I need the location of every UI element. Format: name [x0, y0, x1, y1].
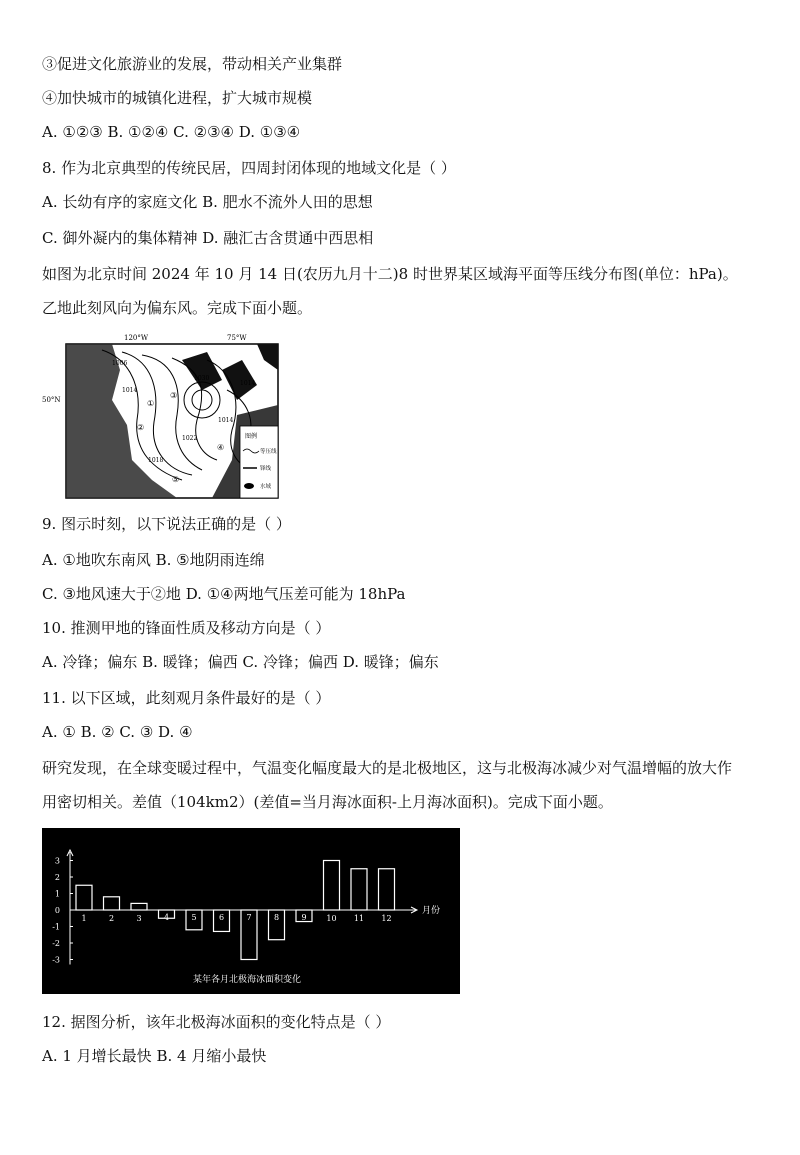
bar — [131, 903, 147, 910]
y-tick-label: 2 — [54, 873, 60, 882]
x-tick-label: 4 — [163, 913, 170, 922]
bar — [104, 897, 120, 910]
bar — [76, 885, 92, 910]
point-label-4: ④ — [217, 443, 225, 452]
x-tick-label: 11 — [353, 914, 365, 923]
isobar-label: 1014 — [218, 417, 234, 424]
point-label-5: ⑤ — [172, 475, 180, 484]
x-tick-label: 1 — [81, 914, 87, 923]
text-line: ③促进文化旅游业的发展，带动相关产业集群 — [42, 55, 343, 73]
legend-isobar: 等压线 — [260, 449, 277, 455]
text-line: ④加快城市的城镇化进程，扩大城市规模 — [42, 89, 313, 107]
text-line: A. 冷锋；偏东 B. 暖锋；偏西 C. 冷锋；偏西 D. 暖锋；偏东 — [42, 653, 439, 671]
y-tick-label: -2 — [52, 939, 60, 948]
isobar-label: 1006 — [112, 360, 128, 367]
text-line: 11. 以下区域，此刻观月条件最好的是（ ） — [42, 689, 331, 707]
x-tick-label: 10 — [326, 914, 337, 923]
y-tick-label: -3 — [52, 955, 60, 965]
chart-svg — [42, 828, 460, 994]
isobar-label: 1022 — [182, 435, 198, 442]
point-label-3: ③ — [170, 391, 178, 400]
x-tick-label: 5 — [191, 913, 197, 922]
sea-ice-change-chart — [42, 828, 460, 994]
lon-label-75w: 75°W — [227, 334, 247, 342]
lon-label-120w: 120°W — [124, 334, 149, 342]
text-line: A. 长幼有序的家庭文化 B. 肥水不流外人田的思想 — [42, 193, 373, 211]
text-line: 12. 据图分析，该年北极海冰面积的变化特点是（ ） — [42, 1013, 391, 1031]
x-tick-label: 3 — [136, 914, 142, 923]
text-line: 乙地此刻风向为偏东风。完成下面小题。 — [42, 299, 313, 317]
isobar-label: 1014 — [122, 387, 138, 394]
x-tick-label: 2 — [108, 914, 115, 923]
y-tick-label: -1 — [52, 922, 60, 932]
legend-title: 图例 — [245, 433, 258, 440]
y-tick-label: 1 — [54, 889, 60, 899]
legend-water: 水域 — [260, 484, 272, 490]
point-label-1: ① — [147, 399, 155, 408]
x-tick-label: 6 — [218, 913, 225, 922]
isobar-map — [42, 330, 290, 502]
chart-title: 某年各月北极海冰面积变化 — [192, 975, 302, 985]
point-label-2: ② — [137, 423, 145, 432]
x-axis-label: 月份 — [422, 906, 441, 916]
isobar-label: 1018 — [148, 457, 164, 464]
text-line: C. 御外凝内的集体精神 D. 融汇古含贯通中西思相 — [42, 229, 374, 247]
lat-label-50n: 50°N — [42, 396, 61, 404]
x-tick-label: 12 — [381, 914, 392, 923]
text-line: A. ① B. ② C. ③ D. ④ — [42, 723, 193, 741]
legend-water-symbol — [244, 483, 254, 489]
y-tick-label: 0 — [54, 906, 60, 915]
isobar-label: 1014 — [240, 380, 256, 387]
bar — [379, 869, 395, 910]
legend-front: 锋线 — [260, 466, 272, 472]
text-line: A. 1 月增长最快 B. 4 月缩小最快 — [42, 1047, 267, 1065]
x-tick-label: 9 — [301, 913, 307, 922]
text-line: 10. 推测甲地的锋面性质及移动方向是（ ） — [42, 619, 331, 637]
text-line: 用密切相关。差值（104km2）(差值=当月海冰面积-上月海冰面积)。完成下面小题。 — [42, 793, 613, 811]
x-tick-label: 7 — [246, 913, 252, 922]
bar — [351, 869, 367, 910]
text-line: A. ①地吹东南风 B. ⑤地阴雨连绵 — [42, 551, 265, 569]
text-line: C. ③地风速大于②地 D. ①④两地气压差可能为 18hPa — [42, 585, 406, 603]
text-line: 8. 作为北京典型的传统民居，四周封闭体现的地域文化是（ ） — [42, 159, 456, 177]
text-line: 9. 图示时刻，以下说法正确的是（ ） — [42, 515, 291, 533]
text-line: 如图为北京时间 2024 年 10 月 14 日(农历九月十二)8 时世界某区域海平面等压线分布图(单位：hPa)。 — [42, 265, 738, 283]
x-tick-label: 8 — [273, 913, 280, 922]
text-line: A. ①②③ B. ①②④ C. ②③④ D. ①③④ — [42, 123, 301, 141]
isobar-map-figure — [42, 330, 290, 502]
y-tick-label: 3 — [54, 856, 60, 866]
isobar-label: 1030 — [194, 375, 210, 382]
text-line: 研究发现，在全球变暖过程中，气温变化幅度最大的是北极地区，这与北极海冰减少对气温增幅的放大作 — [42, 759, 733, 777]
bar — [324, 861, 340, 911]
